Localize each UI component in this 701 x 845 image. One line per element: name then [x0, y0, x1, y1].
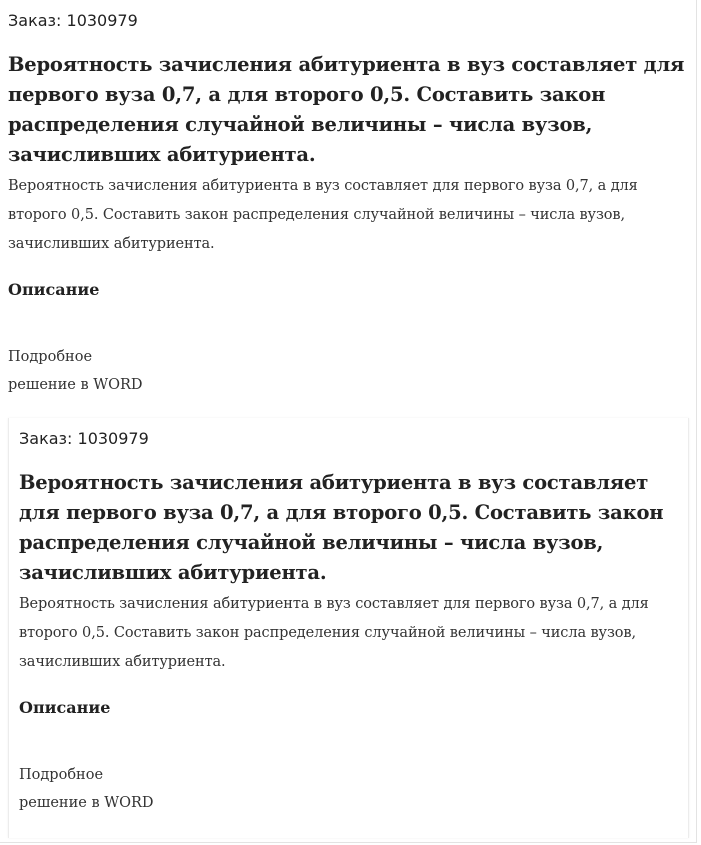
order-block-primary: [8, 10, 688, 399]
order-block-secondary-content: [19, 428, 683, 817]
description-line-1: Подробное: [19, 767, 104, 783]
description-heading: Описание: [8, 280, 100, 299]
problem-text: Вероятность зачисления абитуриента в вуз составляет для первого вуза 0,7, а для второго 0,5. Составить закон распределения случайной величины – числа вузов, зачисливших абитуриента.: [8, 178, 638, 252]
problem-title: Вероятность зачисления абитуриента в вуз составляет для первого вуза 0,7, а для второго 0,5. Составить закон распределения случайной величины – числа вузов, зачисливших абитуриента.: [19, 471, 664, 584]
problem-title: Вероятность зачисления абитуриента в вуз составляет для первого вуза 0,7, а для второго 0,5. Составить закон распределения случайной величины – числа вузов, зачисливших абитуриента.: [8, 53, 685, 166]
description-line-2: решение в WORD: [8, 377, 143, 393]
description-text: [19, 761, 219, 817]
order-number: Заказ: 1030979: [19, 429, 149, 448]
order-number: Заказ: 1030979: [8, 11, 138, 30]
description-line-2: решение в WORD: [19, 795, 154, 811]
description-line-1: Подробное: [8, 349, 93, 365]
problem-text: Вероятность зачисления абитуриента в вуз составляет для первого вуза 0,7, а для второго 0,5. Составить закон распределения случайной величины – числа вузов, зачисливших абитуриента.: [19, 596, 649, 670]
description-text: [8, 343, 208, 399]
description-heading: Описание: [19, 698, 111, 717]
order-block-secondary: [8, 418, 689, 838]
